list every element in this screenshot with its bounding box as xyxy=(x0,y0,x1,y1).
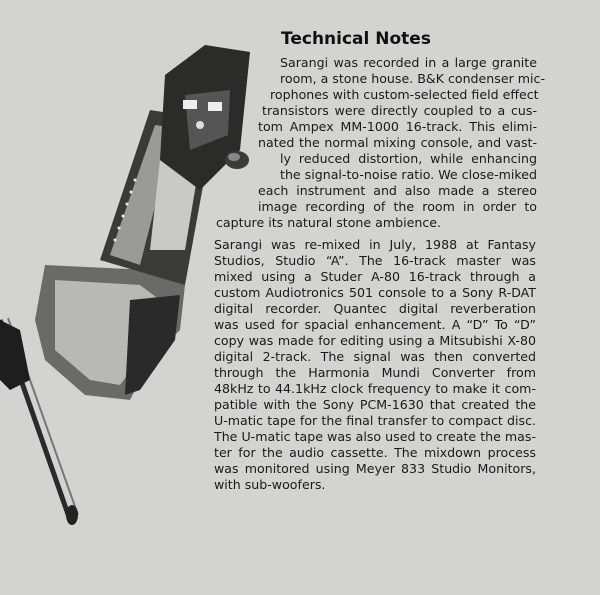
text-line: the signal-to-noise ratio. We close-miked xyxy=(280,167,538,182)
text-line: with sub-woofers. xyxy=(214,477,326,492)
text-line: Sarangi was recorded in a large granite xyxy=(280,55,537,70)
text-line: Studios, Studio “A”. The 16-track master was xyxy=(214,253,536,268)
text-line: custom Audiotronics 501 console to a Sony R-DAT xyxy=(214,285,536,300)
text-line: ter for the audio cassette. The mixdown process xyxy=(214,445,536,460)
text-line: tom Ampex MM-1000 16-track. This elimi- xyxy=(258,119,537,134)
text-line: digital 2-track. The signal was then converted xyxy=(214,349,536,364)
text-line: Sarangi was re-mixed in July, 1988 at Fantasy xyxy=(214,237,536,252)
text-line: rophones with custom-selected field effect xyxy=(270,87,539,102)
text-line: capture its natural stone ambience. xyxy=(216,215,442,230)
text-line: each instrument and also made a stereo xyxy=(258,183,537,198)
text-line: copy was made for editing using a Mitsubishi X-80 xyxy=(214,333,536,348)
text-line: The U-matic tape was also used to create the mas- xyxy=(214,429,536,444)
text-line: image recording of the room in order to xyxy=(258,199,537,214)
sarangi-instrument xyxy=(0,45,250,525)
section-title: Technical Notes xyxy=(281,29,431,49)
text-line: nated the normal mixing console, and vast- xyxy=(258,135,537,150)
text-line: transistors were directly coupled to a cus- xyxy=(262,103,537,118)
text-line: was used for spacial enhancement. A “D” To “D” xyxy=(214,317,536,332)
text-line: digital recorder. Quantec digital reverberation xyxy=(214,301,536,316)
text-line: patible with the Sony PCM-1630 that created the xyxy=(214,397,536,412)
text-line: through the Harmonia Mundi Converter from xyxy=(214,365,536,380)
text-line: U-matic tape for the final transfer to compact disc. xyxy=(214,413,536,428)
text-line: room, a stone house. B&K condenser mic- xyxy=(280,71,546,86)
text-line: ly reduced distortion, while enhancing xyxy=(280,151,537,166)
text-line: mixed using a Studer A-80 16-track through a xyxy=(214,269,536,284)
text-line: was monitored using Meyer 833 Studio Monitors, xyxy=(214,461,536,476)
text-line: 48kHz to 44.1kHz clock frequency to make it com- xyxy=(214,381,536,396)
